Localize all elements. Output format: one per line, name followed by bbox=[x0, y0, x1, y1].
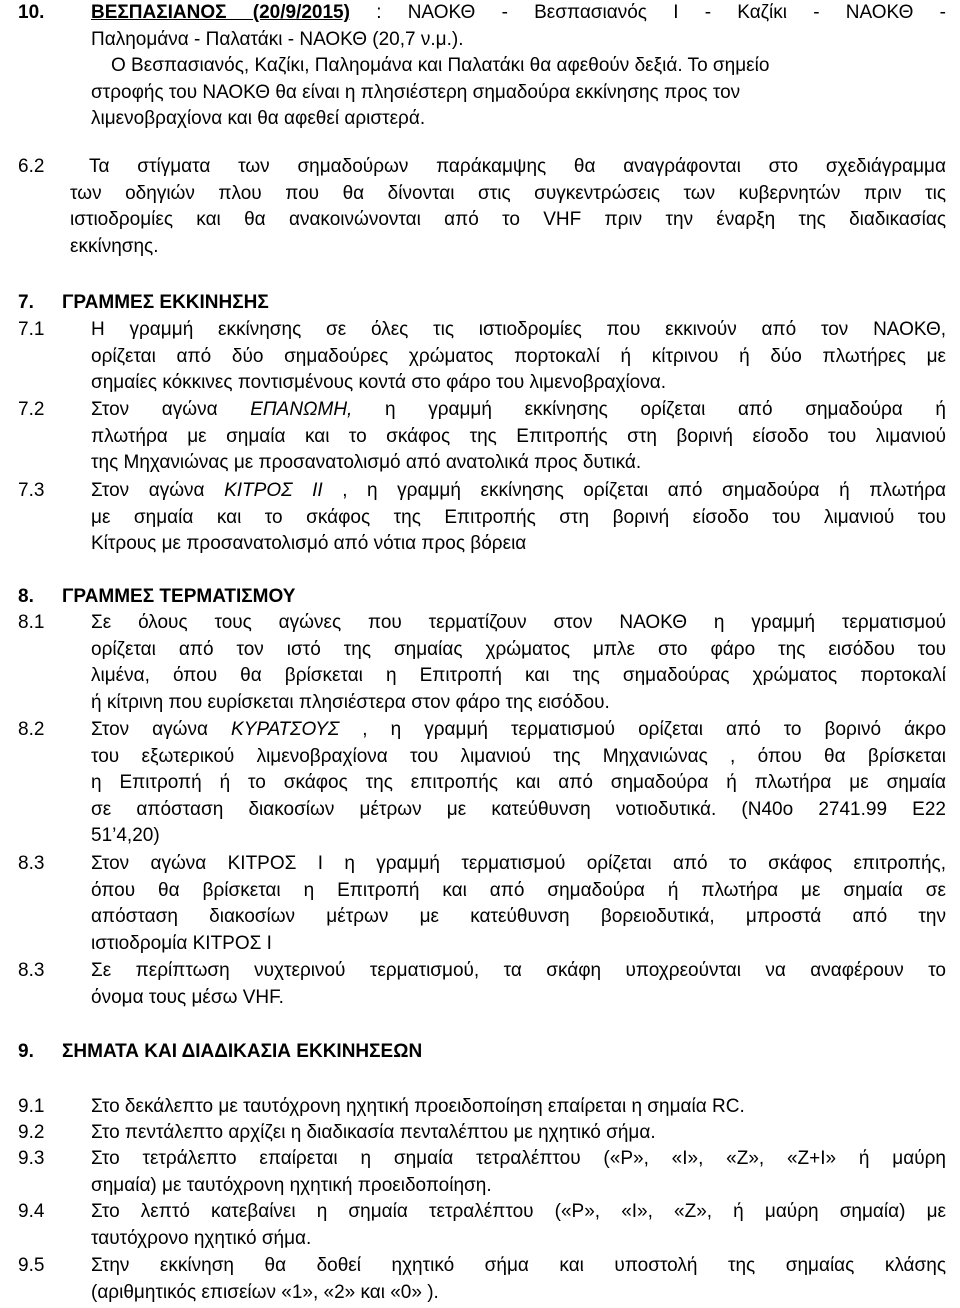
item-9-1-line: Στο δεκάλεπτο με ταυτόχρονη ηχητική προειδοποίηση επαίρεται η σημαία RC. bbox=[91, 1096, 745, 1117]
paragraph-6-2-line: Τα στίγματα των σημαδούρων παράκαμψης θα αναγράφονται στο σχεδιάγραμμα bbox=[89, 156, 946, 177]
item-7-1-line: ορίζεται από δύο σημαδούρες χρώματος πορτοκαλί ή κίτρινου ή δύο πλωτήρες με bbox=[91, 345, 946, 367]
item-10-text-line2: στροφής του ΝΑΟΚΘ θα είναι η πλησιέστερη σημαδούρα εκκίνησης προς τον bbox=[91, 81, 741, 103]
item-9-4-line: Στο λεπτό κατεβαίνει η σημαία τετραλέπτου («P», «I», «Z», ή μαύρη σημαία) με bbox=[91, 1201, 946, 1222]
item-10-number: 10. bbox=[18, 2, 45, 23]
item-8-3-line: απόσταση διακοσίων μέτρων με κατεύθυνση βορειοδυτικά, μπροστά από την bbox=[91, 906, 946, 927]
paragraph-6-2-line: εκκίνησης. bbox=[70, 235, 159, 257]
item-7-1-line: σημαίες κόκκινες ποντισμένους κοντά στο φάρο του λιμενοβραχίονα. bbox=[91, 372, 667, 393]
item-7-2-pre: Στον αγώνα bbox=[91, 399, 251, 420]
section-9-heading bbox=[18, 1039, 422, 1066]
item-7-2-line: πλωτήρα με σημαία και το σκάφος της Επιτροπής στη βορινή είσοδο του λιμανιού bbox=[91, 425, 946, 447]
item-8-1-line: λιμένα, όπου θα βρίσκεται η Επιτροπή και της σημαδούρας χρώματος πορτοκαλί bbox=[91, 665, 946, 686]
item-7-2-race-name: ΕΠΑΝΩΜΗ, bbox=[250, 399, 353, 420]
item-9-4-line: ταυτόχρονο ηχητικό σήμα. bbox=[91, 1227, 312, 1249]
paragraph-6-2-line: ιστιοδρομίες και θα ανακοινώνονται από το VHF πριν την έναρξη της διαδικασίας bbox=[70, 209, 946, 230]
item-8-3-line: ιστιοδρομία ΚΙΤΡΟΣ Ι bbox=[91, 932, 272, 954]
item-8-2-race-name: ΚΥΡΑΤΣΟΥΣ bbox=[231, 719, 340, 740]
item-8-3-line: όπου θα βρίσκεται η Επιτροπή και από σημαδούρα ή πλωτήρα με σημαία σε bbox=[91, 879, 946, 901]
item-9-1-number: 9.1 bbox=[18, 1096, 45, 1117]
item-8-2-line: σε απόσταση διακοσίων μέτρων με κατεύθυνση νοτιοδυτικά. (Ν40ο 2741.99 Ε22 bbox=[91, 798, 946, 820]
item-7-1-number: 7.1 bbox=[18, 319, 45, 340]
section-8-heading-number: 8. bbox=[18, 586, 34, 607]
item-10-route-line1: : ΝΑΟΚΘ - Βεσπασιανός Ι - Καζίκι - ΝΑΟΚΘ - bbox=[376, 2, 946, 23]
item-7-3-pre: Στον αγώνα bbox=[91, 480, 225, 501]
item-7-2-line: της Μηχανιώνας με προσανατολισμό από ανατολικά προς δυτικά. bbox=[91, 452, 642, 473]
item-9-3-number: 9.3 bbox=[18, 1148, 45, 1169]
item-8-2-first-line bbox=[91, 717, 946, 744]
paragraph-6-2-number: 6.2 bbox=[18, 156, 45, 177]
item-9-5-number: 9.5 bbox=[18, 1255, 45, 1276]
item-7-3 bbox=[18, 478, 946, 558]
item-7-3-post: , η γραμμή εκκίνησης ορίζεται από σημαδούρα ή πλωτήρα bbox=[322, 480, 946, 501]
item-8-2-post: , η γραμμή τερματισμού ορίζεται από το βορινό άκρο bbox=[339, 719, 947, 740]
item-7-1 bbox=[18, 317, 946, 397]
item-10-title-line bbox=[91, 0, 946, 27]
item-8-3-night-line: Σε περίπτωση νυχτερινού τερματισμού, τα σκάφη υποχρεούνται να αναφέρουν το bbox=[91, 960, 946, 981]
item-7-2-first-line bbox=[91, 397, 946, 424]
item-8-3-night bbox=[18, 958, 946, 1011]
item-7-2-post: η γραμμή εκκίνησης ορίζεται από σημαδούρα ή bbox=[384, 399, 946, 420]
item-10-title: ΒΕΣΠΑΣΙΑΝΟΣ (20/9/2015) bbox=[91, 2, 350, 23]
paragraph-6-2 bbox=[18, 154, 946, 260]
section-9-heading-text: ΣΗΜΑΤΑ ΚΑΙ ΔΙΑΔΙΚΑΣΙΑ ΕΚΚΙΝΗΣΕΩΝ bbox=[62, 1041, 423, 1062]
item-8-2-line: του εξωτερικού λιμενοβραχίονα του λιμανιού της Μηχανιώνας , όπου θα βρίσκεται bbox=[91, 745, 946, 767]
section-7-heading-number: 7. bbox=[18, 292, 34, 313]
item-8-3-night-number: 8.3 bbox=[18, 960, 45, 981]
item-8-3-kitros bbox=[18, 851, 946, 957]
item-7-3-line: Κίτρους με προσανατολισμό από νότια προς βόρεια bbox=[91, 533, 527, 554]
item-7-3-first-line bbox=[91, 478, 946, 505]
item-7-2-number: 7.2 bbox=[18, 399, 45, 420]
item-9-3-line: σημαία) με ταυτόχρονη ηχητική προειδοποίηση. bbox=[91, 1174, 492, 1196]
item-8-3-night-line: όνομα τους μέσω VHF. bbox=[91, 986, 284, 1008]
item-9-1 bbox=[18, 1094, 946, 1121]
item-9-5-line: Στην εκκίνηση θα δοθεί ηχητικό σήμα και υποστολή της σημαίας κλάσης bbox=[91, 1255, 946, 1276]
item-8-2-number: 8.2 bbox=[18, 719, 45, 740]
item-8-1-number: 8.1 bbox=[18, 612, 45, 633]
item-10 bbox=[18, 0, 946, 133]
item-9-3-line: Στο τετράλεπτο επαίρεται η σημαία τετραλέπτου («P», «I», «Z», «Z+I» ή μαύρη bbox=[91, 1148, 946, 1169]
section-8-heading bbox=[18, 584, 295, 611]
item-9-5-line: (αριθμητικός επισείων «1», «2» και «0» ). bbox=[91, 1281, 439, 1303]
item-8-3-number: 8.3 bbox=[18, 853, 45, 874]
item-10-text-line1: Ο Βεσπασιανός, Καζίκι, Παληομάνα και Παλατάκι θα αφεθούν δεξιά. Το σημείο bbox=[111, 55, 770, 76]
item-8-1-line: ή κίτρινη που ευρίσκεται πλησιέστερα στον φάρο της εισόδου. bbox=[91, 691, 610, 713]
item-9-2-number: 9.2 bbox=[18, 1122, 45, 1143]
item-8-1-line: Σε όλους τους αγώνες που τερματίζουν στον ΝΑΟΚΘ η γραμμή τερματισμού bbox=[91, 612, 946, 633]
item-8-2-line: η Επιτροπή ή το σκάφος της επιτροπής και από σημαδούρα ή πλωτήρα με σημαία bbox=[91, 772, 946, 793]
item-8-3-line: Στον αγώνα ΚΙΤΡΟΣ Ι η γραμμή τερματισμού ορίζεται από το σκάφος επιτροπής, bbox=[91, 853, 946, 874]
item-8-1 bbox=[18, 610, 946, 716]
item-9-2-line: Στο πεντάλεπτο αρχίζει η διαδικασία πενταλέπτου με ηχητικό σήμα. bbox=[91, 1122, 656, 1143]
section-7-heading-text: ΓΡΑΜΜΕΣ ΕΚΚΙΝΗΣΗΣ bbox=[62, 292, 269, 313]
item-7-3-number: 7.3 bbox=[18, 480, 45, 501]
section-7-heading bbox=[18, 290, 269, 317]
item-8-2-pre: Στον αγώνα bbox=[91, 719, 232, 740]
item-8-2-line: 51’4,20) bbox=[91, 825, 160, 846]
item-7-3-race-name: ΚΙΤΡΟΣ ΙΙ bbox=[224, 480, 323, 501]
item-9-2 bbox=[18, 1120, 946, 1147]
section-8-heading-text: ΓΡΑΜΜΕΣ ΤΕΡΜΑΤΙΣΜΟΥ bbox=[62, 586, 296, 607]
item-10-text-line3: λιμενοβραχίονα και θα αφεθεί αριστερά. bbox=[91, 108, 426, 129]
section-9-heading-number: 9. bbox=[18, 1041, 34, 1062]
paragraph-6-2-line: των οδηγιών πλου που θα δίνονται στις συγκεντρώσεις των κυβερνητών πριν τις bbox=[70, 182, 946, 204]
item-9-4 bbox=[18, 1199, 946, 1252]
item-7-1-line: Η γραμμή εκκίνησης σε όλες τις ιστιοδρομίες που εκκινούν από τον ΝΑΟΚΘ, bbox=[91, 319, 946, 340]
item-10-route-line2: Παληομάνα - Παλατάκι - ΝΑΟΚΘ (20,7 ν.μ.). bbox=[91, 28, 464, 50]
item-9-3 bbox=[18, 1146, 946, 1199]
item-7-3-line: με σημαία και το σκάφος της Επιτροπής στη βορινή είσοδο του λιμανιού του bbox=[91, 506, 946, 528]
item-8-2 bbox=[18, 717, 946, 850]
item-7-2 bbox=[18, 397, 946, 477]
item-8-1-line: ορίζεται από τον ιστό της σημαίας χρώματος μπλε στο φάρο της εισόδου του bbox=[91, 638, 946, 660]
item-9-5 bbox=[18, 1253, 946, 1306]
item-9-4-number: 9.4 bbox=[18, 1201, 45, 1222]
